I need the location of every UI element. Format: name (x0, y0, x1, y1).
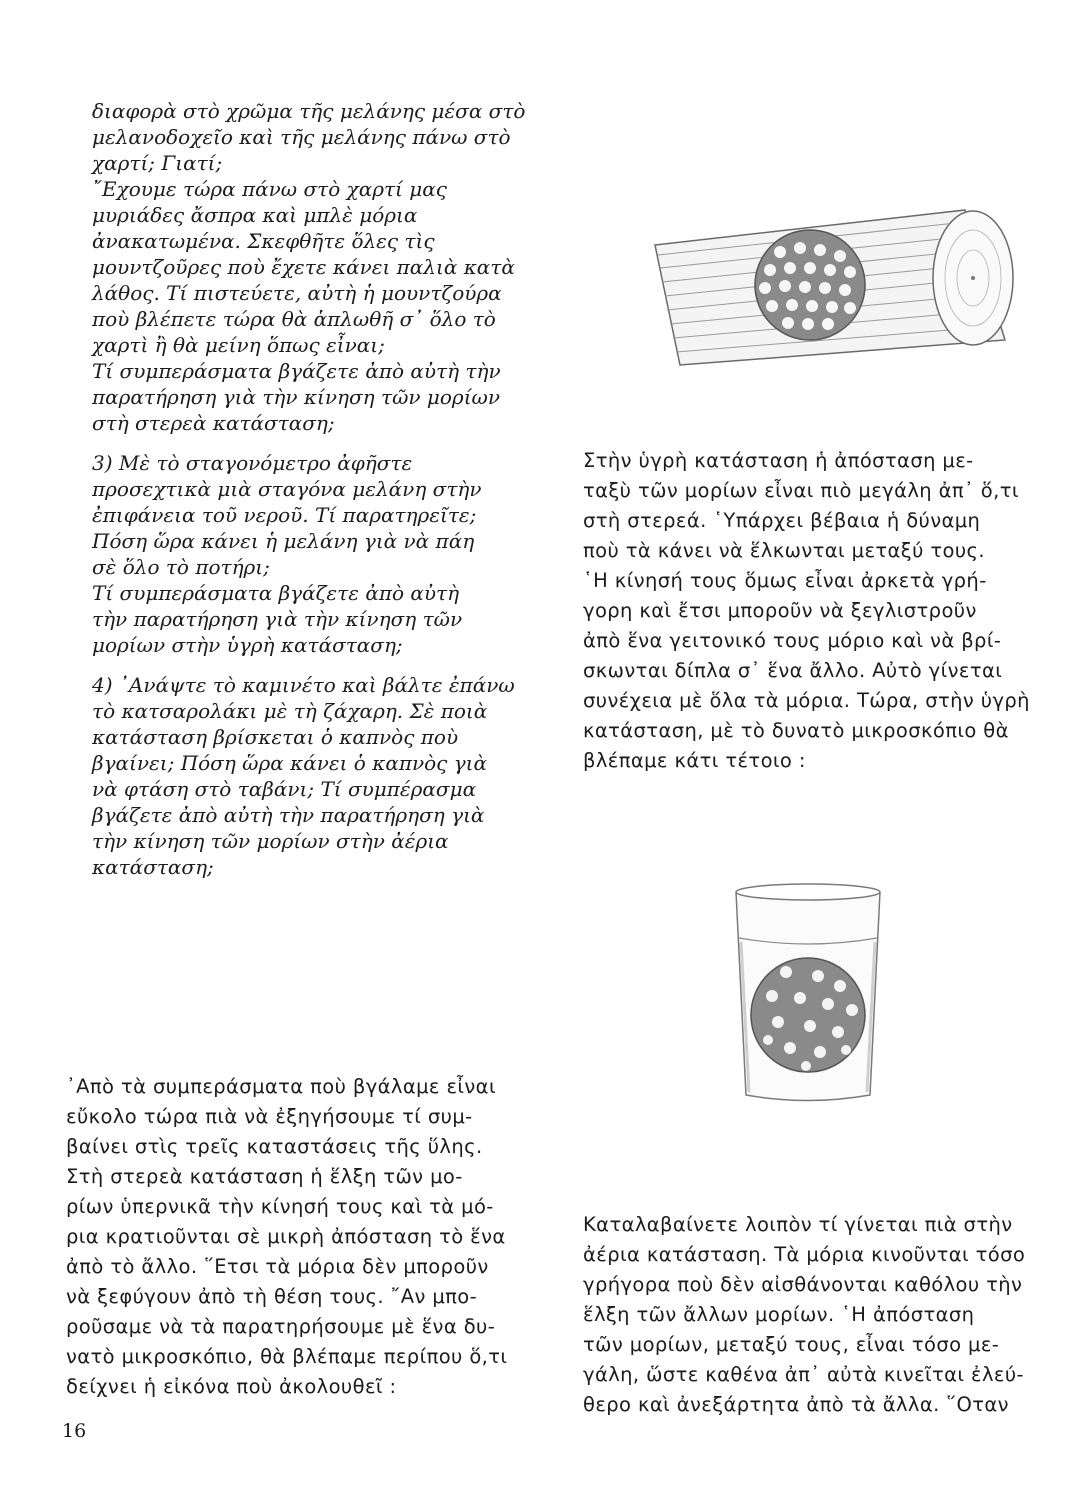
right-column-gas-text (583, 1210, 1043, 1420)
liquid-magnified-circle (751, 958, 865, 1072)
page-number: 16 (62, 1420, 87, 1442)
paragraph-liquid-state: Στὴν ὑγρὴ κατάσταση ἡ ἀπόσταση με- ταξὺ τῶν μορίων εἶναι πιὸ μεγάλη ἀπ᾽ ὅ,τι στὴ στερεά. ῾Υπάρχει βέβαια ἡ δύναμη ποὺ τὰ κάνει νὰ ἕλκωνται μεταξύ τους. ῾Η κίνησή τους ὅμως εἶναι ἀρκετὰ γρή- γορη καὶ ἔτσι μποροῦν νὰ ξεγλιστροῦν ἀπὸ ἕνα γειτονικό τους μόριο καὶ νὰ βρί- σκωνται δίπλα σ᾽ ἕνα ἄλλο. Αὐτὸ γίνεται συνέχεια μὲ ὅλα τὰ μόρια. Τώρα, στὴν ὑγρὴ κατάσταση, μὲ τὸ δυνατὸ μικροσκόπιο θὰ βλέπαμε κάτι τέτοιο : (583, 449, 1030, 772)
left-column-exercises (92, 98, 562, 894)
paragraph-three-states: ᾿Απὸ τὰ συμπεράσματα ποὺ βγάλαμε εἶναι εὔκολο τώρα πιὰ νὰ ἐξηγήσουμε τί συμ- βαίνει στὶς τρεῖς καταστάσεις τῆς ὕλης. Στὴ στερεὰ κατάσταση ἡ ἕλξη τῶν μο- ρίων ὑπερνικᾶ τὴν κίνησή τους καὶ τὰ μό- ρια κρατιοῦνται σὲ μικρὴ ἀπόσταση τὸ ἕνα ἀπὸ τὸ ἄλλο. ῞Ετσι τὰ μόρια δὲν μποροῦν νὰ ξεφύγουν ἀπὸ τὴ θέση τους. ῎Αν μπο- ροῦσαμε νὰ τὰ παρατηρήσουμε μὲ ἕνα δυ- νατὸ μικροσκόπιο, θὰ βλέπαμε περίπου ὅ,τι δείχνει ἡ εἰκόνα ποὺ ἀκολουθεῖ : (66, 1075, 508, 1398)
left-column-explanation (66, 1072, 566, 1402)
liquid-glass-figure (728, 880, 888, 1110)
right-column-liquid-text (583, 446, 1043, 776)
glass-rim (736, 884, 880, 900)
solid-log-figure (640, 190, 1040, 390)
paragraph-ink-on-paper: διαφορὰ στὸ χρῶμα τῆς μελάνης μέσα στὸ μελανοδοχεῖο καὶ τῆς μελάνης πάνω στὸ χαρτί; Γιατί; ῎Εχουμε τώρα πάνω στὸ χαρτί μας μυριάδες ἄσπρα καὶ μπλὲ μόρια ἀνακατωμένα. Σκεφθῆτε ὅλες τὶς μουντζοῦρες ποὺ ἔχετε κάνει παλιὰ κατὰ λάθος. Τί πιστεύετε, αὐτὴ ἡ μουντζούρα ποὺ βλέπετε τώρα θὰ ἁπλωθῆ σ᾽ ὅλο τὸ χαρτὶ ἢ θὰ μείνη ὅπως εἶναι; Τί συμπεράσματα βγάζετε ἀπὸ αὐτὴ τὴν παρατήρηση γιὰ τὴν κίνηση τῶν μορίων στὴ στερεὰ κατάσταση; (92, 99, 526, 435)
paragraph-gas-state: Καταλαβαίνετε λοιπὸν τί γίνεται πιὰ στὴν ἀέρια κατάσταση. Τὰ μόρια κινοῦνται τόσο γρήγορα ποὺ δὲν αἰσθάνονται καθόλου τὴν ἕλξη τῶν ἄλλων μορίων. ῾Η ἀπόσταση τῶν μορίων, μεταξύ τους, εἶναι τόσο με- γάλη, ὥστε καθένα ἀπ᾽ αὐτὰ κινεῖται ἐλεύ- θερο καὶ ἀνεξάρτητα ἀπὸ τὰ ἄλλα. ῞Οταν (583, 1213, 1026, 1416)
paragraph-ink-drop-in-water: 3) Μὲ τὸ σταγονόμετρο ἀφῆστε προσεχτικὰ μιὰ σταγόνα μελάνη στὴν ἐπιφάνεια τοῦ νεροῦ. Τί παρατηρεῖτε; Πόση ὥρα κάνει ἡ μελάνη γιὰ νὰ πάη σὲ ὅλο τὸ ποτήρι; Τί συμπεράσματα βγάζετε ἀπὸ αὐτὴ τὴν παρατήρηση γιὰ τὴν κίνηση τῶν μορίων στὴν ὑγρὴ κατάσταση; (92, 451, 482, 657)
paragraph-burner-smoke: 4) ᾿Ανάψτε τὸ καμινέτο καὶ βάλτε ἐπάνω τὸ κατσαρολάκι μὲ τὴ ζάχαρη. Σὲ ποιὰ κατάσταση βρίσκεται ὁ καπνὸς ποὺ βγαίνει; Πόση ὥρα κάνει ὁ καπνὸς γιὰ νὰ φτάση στὸ ταβάνι; Τί συμπέρασμα βγάζετε ἀπὸ αὐτὴ τὴν παρατήρηση γιὰ τὴν κίνηση τῶν μορίων στὴν ἀέρια κατάσταση; (92, 673, 515, 879)
